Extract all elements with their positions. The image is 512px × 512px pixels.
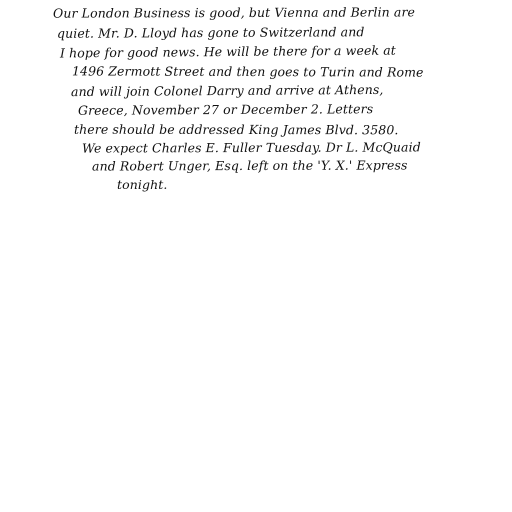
text-line: Our London Business is good, but Vienna and Berlin are [52, 4, 416, 21]
text-line: and will join Colonel Darry and arrive at Athens, [70, 81, 384, 100]
text-line: Greece, November 27 or December 2. Letters [77, 101, 374, 118]
text-line: I hope for good news. He will be there for a week at [59, 42, 396, 61]
text-line: We expect Charles E. Fuller Tuesday. Dr L. McQuaid [81, 139, 421, 156]
text-line: and Robert Unger, Esq. left on the 'Y. X.' Express [91, 157, 408, 174]
text-line: quiet. Mr. D. Lloyd has gone to Switzerland and [56, 24, 365, 41]
text-line: tonight. [117, 177, 168, 192]
text-line: there should be addressed King James Blvd. 3580. [73, 121, 399, 138]
text-line: 1496 Zermott Street and then goes to Turin and Rome [71, 63, 424, 80]
handwritten-note [0, 0, 512, 200]
